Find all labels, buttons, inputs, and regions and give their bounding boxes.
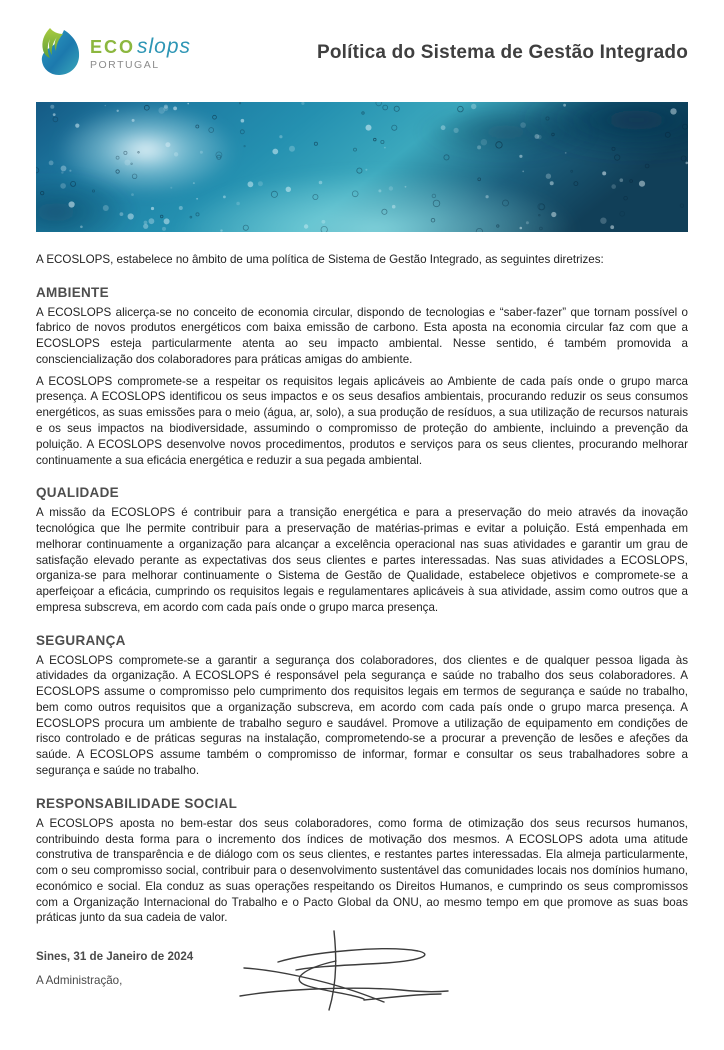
administration-label: A Administração, bbox=[36, 974, 123, 988]
ecoslops-logo bbox=[36, 26, 191, 78]
qualidade-paragraph: A missão da ECOSLOPS é contribuir para a transição energética e para a preservação do meio através da inovação tecnológica que lhe permite contribuir para a preservação de matérias-primas e evitar a poluição. Está empenhada em melhorar continuamente a organização para alcançar a excelência operacional nas suas atividades e garantir um grau de satisfação elevado perante as expectativas dos seus clientes e partes interessadas. Nas suas atividades a ECOSLOPS, organiza-se para melhorar continuamente o Sistema de Gestão de Qualidade, estabelece objetivos e compromete-se a aperfeiçoar a eficácia, cumprindo os requisitos legais e regulamentares aplicáveis à sua atividade, assim como outros que a empresa subscreva, em acordo com cada país onde o grupo marca presença. bbox=[36, 506, 688, 614]
underwater-banner-image bbox=[36, 102, 688, 232]
sea-bubbles-graphic bbox=[36, 102, 688, 232]
document-header bbox=[36, 26, 688, 90]
policy-document-page bbox=[36, 0, 688, 1050]
ambiente-paragraph-1: A ECOSLOPS alicerça-se no conceito de economia circular, dispondo de tecnologias e “saber-fazer” que tornam possível o fabrico de novos produtos energéticos com baixa emissão de carbono. Esta aposta na economia circular faz com que a ECOSLOPS esteja particularmente atenta ao seu impacto ambiental. Nesse sentido, é também promovida a consciencialização dos colaboradores para práticas amigas do ambiente. bbox=[36, 305, 688, 366]
ambiente-paragraph-2: A ECOSLOPS compromete-se a respeitar os requisitos legais aplicáveis ao Ambiente de cada país onde o grupo marca presença. A ECOSLOPS identificou os seus impactos e os seus desafios ambientais, procurando reduzir os seus consumos energéticos, as suas emissões para o meio (água, ar, solo), a sua produção de resíduos, a sua utilização de recursos naturais e os seus impactos na biodiversidade, assumindo o compromisso de proteção do ambiente, incluindo a prevenção da poluição. A ECOSLOPS desenvolve novos procedimentos, produtos e serviços para os seus clientes, procurando melhorar continuamente a sua eficácia energética e reduzir a sua pegada ambiental. bbox=[36, 374, 688, 467]
page-title: Política do Sistema de Gestão Integrado bbox=[317, 42, 688, 63]
section-seguranca bbox=[36, 633, 688, 779]
intro-paragraph: A ECOSLOPS, estabelece no âmbito de uma política de Sistema de Gestão Integrado, as seguintes diretrizes: bbox=[36, 253, 604, 266]
section-responsabilidade-social bbox=[36, 796, 688, 926]
section-heading-seguranca: SEGURANÇA bbox=[36, 632, 126, 648]
section-heading-qualidade: QUALIDADE bbox=[36, 485, 119, 501]
logo-country-text: PORTUGAL bbox=[90, 59, 160, 71]
handwritten-signature bbox=[236, 928, 466, 1020]
section-heading-responsabilidade-social: RESPONSABILIDADE SOCIAL bbox=[36, 795, 238, 811]
section-ambiente bbox=[36, 285, 688, 469]
section-heading-ambiente: AMBIENTE bbox=[36, 284, 109, 300]
place-date-text: Sines, 31 de Janeiro de 2024 bbox=[36, 950, 194, 964]
logo-wordmark bbox=[90, 26, 191, 71]
section-qualidade bbox=[36, 485, 688, 615]
seguranca-paragraph: A ECOSLOPS compromete-se a garantir a segurança dos colaboradores, dos clientes e de qualquer pessoa ligada às atividades da organização. A ECOSLOPS é responsável pela segurança e saúde no trabalho dos seus colaboradores. A ECOSLOPS assume o compromisso pelo cumprimento dos requisitos legais em termos de segurança e saúde no trabalho, bem como outros requisitos que a organização subscreva, em acordo com cada país onde o grupo marca presença. A ECOSLOPS procura um ambiente de trabalho seguro e saudável. Promove a utilização de equipamento em condições de risco controlado e de práticas seguras na instalação, comprometendo-se a procurar a prevenção de lesões e afeções da saúde. A ECOSLOPS assume também o compromisso de informar, formar e consultar os seus trabalhadores sobre a segurança e saúde no trabalho. bbox=[36, 653, 688, 778]
ecoslops-drop-leaf-icon bbox=[36, 26, 82, 78]
logo-slops-text: slops bbox=[137, 35, 192, 58]
logo-eco-text: ECO bbox=[90, 37, 136, 57]
document-footer bbox=[36, 950, 688, 1050]
responsabilidade-social-paragraph: A ECOSLOPS aposta no bem-estar dos seus colaboradores, como forma de otimização dos seus recursos humanos, contribuindo desta forma para o incremento dos índices de motivação dos mesmos. A ECOSLOPS adota uma atitude construtiva de transparência e de diálogo com os seus clientes, e restantes partes interessadas. Ela almeja particularmente, com o seu compromisso social, contribuir para o desenvolvimento sustentável das comunidades locais nos domínios humano, económico e social. Ela conduz as suas operações respeitando os Direitos Humanos, e cumprindo os seus compromissos com a Organização Internacional do Trabalho e o Pacto Global da ONU, ao mesmo tempo em que promove as suas boas práticas junto da sua cadeia de valor. bbox=[36, 816, 688, 925]
